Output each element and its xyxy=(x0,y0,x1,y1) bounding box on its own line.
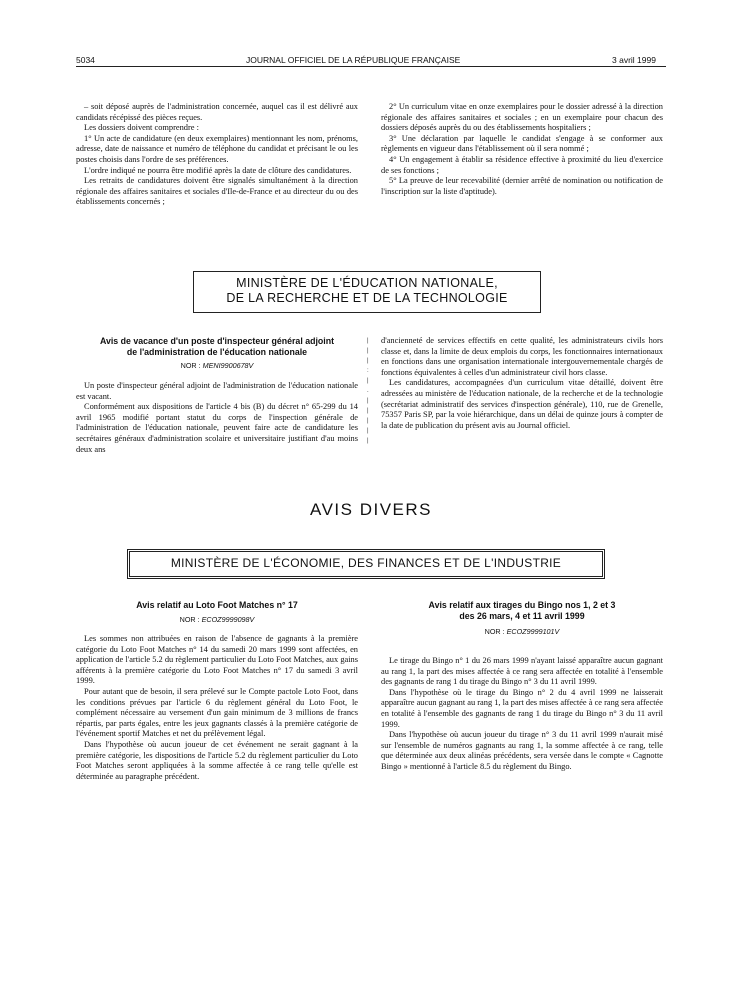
page-number: 5034 xyxy=(76,55,95,65)
avis-inspecteur-left-column xyxy=(76,381,358,455)
paragraph: Un poste d'inspecteur général adjoint de l'administration de l'éducation nationale est vacant. xyxy=(76,381,358,401)
paragraph: 4° Un engagement à établir sa résidence effective à proximité du lieu d'exercice de ses fonctions ; xyxy=(381,154,663,175)
paragraph: 3° Une déclaration par laquelle le candidat s'engage à se conformer aux règlements en vigueur dans l'établissement où il sera nommé ; xyxy=(381,133,663,154)
paragraph: 5° La preuve de leur recevabilité (dernier arrêté de nomination ou notification de l'inscription sur la liste d'aptitude). xyxy=(381,176,663,196)
column-margin-marks: | | | : | . | | | | | xyxy=(367,338,369,444)
issue-date: 3 avril 1999 xyxy=(612,55,656,65)
ministry-education-line2: DE LA RECHERCHE ET DE LA TECHNOLOGIE xyxy=(226,291,508,305)
paragraph: L'ordre indiqué ne pourra être modifié après la date de clôture des candidatures. xyxy=(84,165,352,175)
nor-code: ECOZ9999101V xyxy=(506,627,560,636)
avis-inspecteur-nor: NOR : MENI9900678V xyxy=(180,361,254,370)
top-left-column xyxy=(76,102,358,208)
paragraph: Les sommes non attribuées en raison de l'absence de gagnants à la première catégorie du Loto Foot Matches n° 14 du samedi 20 mars 1999 sont affectées, en application de l'article 5.2 du règlement particulier du Loto Foot Matches, aux gains afférents à la première catégorie du Loto Foot Matches n° 17 du samedi 3 avril 1999. xyxy=(76,634,358,686)
avis-inspecteur-title-line1: Avis de vacance d'un poste d'inspecteur général adjoint xyxy=(99,336,335,346)
paragraph: Conformément aux dispositions de l'article 4 bis (B) du décret n° 65-299 du 14 avril 1965 modifié portant statut du corps de l'inspection générale de l'administration de l'éducation nationale, peuvent faire acte de candidature les secrétaires généraux d'administration scolaire et universitaire justifiant d'au moins deux ans xyxy=(76,402,358,454)
avis-bingo-column xyxy=(381,656,663,773)
avis-bingo-title-line2: des 26 mars, 4 et 11 avril 1999 xyxy=(459,610,585,621)
ministry-economie-title: MINISTÈRE DE L'ÉCONOMIE, DES FINANCES ET DE L'INDUSTRIE xyxy=(170,556,562,570)
avis-bingo-header xyxy=(381,600,663,636)
avis-bingo-nor: NOR : ECOZ9999101V xyxy=(484,627,560,636)
paragraph: Les retraits de candidatures doivent être signalés simultanément à la direction régionale des affaires sanitaires et sociales d'Ile-de-France et au directeur du ou des établissements concernés ; xyxy=(76,176,358,207)
paragraph: Dans l'hypothèse où le tirage du Bingo n° 2 du 4 avril 1999 ne laisserait apparaître aucun gagnant au rang 1, la part des mises affectée à ce rang sera affectée en totalité à l'ensemble des gagnants de rang 1 du tirage du Bingo n° 3 du 11 avril 1999. xyxy=(381,687,663,729)
avis-bingo-title-line1: Avis relatif aux tirages du Bingo nos 1, 2 et 3 xyxy=(428,600,616,610)
paragraph: Les candidatures, accompagnées d'un curriculum vitae détaillé, doivent être adressées au ministère de l'éducation nationale, de la recherche et de la technologie (secrétariat administratif des services d'inspection générale), 110, rue de Grenelle, 75357 Paris SP, par la voie hiérarchique, dans un délai de quinze jours à compter de la date de publication du présent avis au Journal officiel. xyxy=(381,378,663,430)
paragraph: Dans l'hypothèse où aucun joueur de cet événement ne serait gagnant à la première catégorie, les dispositions de l'article 5.2 du règlement particulier du Loto Foot Matches seront appliquées à la somme affectée à ce rang telle qu'elle est déterminée au paragraphe précédent. xyxy=(76,739,358,781)
header-rule xyxy=(76,66,666,67)
paragraph: d'ancienneté de services effectifs en cette qualité, les administrateurs civils hors classe et, dans la limite de deux emplois du corps, les fonctionnaires internationaux en fonctions dans une organisation internationale intergouvernementale chargés de fonctions équivalentes à celles d'un administrateur civil hors classe. xyxy=(381,336,663,377)
avis-inspecteur-title-line2: de l'administration de l'éducation nationale xyxy=(126,346,308,357)
journal-title: JOURNAL OFFICIEL DE LA RÉPUBLIQUE FRANÇAISE xyxy=(246,55,461,65)
paragraph: Pour autant que de besoin, il sera prélevé sur le Compte pactole Loto Foot, dans les conditions prévues par l'article 6 du règlement général du Loto Foot, le complément nécessaire au versement d'un gain minimum de 3 millions de francs répartis, par parts égales, entre les jeux gagnants classés à la première catégorie de l'événement sportif Matches et net du prélèvement légal. xyxy=(76,686,358,739)
nor-code: MENI9900678V xyxy=(202,361,254,370)
nor-code: ECOZ9999098V xyxy=(201,614,255,624)
avis-inspecteur-right-column xyxy=(381,336,663,431)
paragraph: Dans l'hypothèse où aucun joueur du tirage n° 3 du 11 avril 1999 n'aurait misé sur l'ensemble de numéros gagnants au rang 1, la somme affectée à ce rang, telle que déterminée aux deux alinéas précédents, sera versée dans le compte « Cagnotte Bingo » mentionné à l'article 8.5 du règlement du Bingo. xyxy=(381,730,663,771)
avis-loto-nor: NOR : ECOZ9999098V xyxy=(179,614,255,624)
paragraph: 2° Un curriculum vitae en onze exemplaires pour le dossier adressé à la direction régionale des affaires sanitaires et sociales ; en un exemplaire pour chacun des dossiers déposés auprès du ou des établissements hospitaliers ; xyxy=(381,102,663,133)
top-right-column xyxy=(381,102,663,197)
paragraph: Les dossiers doivent comprendre : xyxy=(84,123,199,133)
avis-loto-title: Avis relatif au Loto Foot Matches n° 17 xyxy=(136,600,298,610)
paragraph: Le tirage du Bingo n° 1 du 26 mars 1999 n'ayant laissé apparaître aucun gagnant au rang 1, la part des mises affectée à ce rang sera affectée en totalité à l'ensemble des gagnants de rang 1 du tirage du Bingo n° 3 du 11 avril 1999. xyxy=(381,656,663,687)
paragraph: – soit déposé auprès de l'administration concernée, auquel cas il est délivré aux candidats récépissé des pièces reçues. xyxy=(76,102,358,122)
ministry-education-box xyxy=(193,271,541,313)
avis-inspecteur-header xyxy=(76,336,358,370)
avis-divers-title: AVIS DIVERS xyxy=(310,500,432,519)
paragraph: 1° Un acte de candidature (en deux exemplaires) mentionnant les nom, prénoms, adresse, date de naissance et numéro de téléphone du candidat et précisant le ou les postes choisis dans l'ordre de ses préférences. xyxy=(76,133,358,164)
avis-loto-column xyxy=(76,634,358,782)
ministry-education-line1: MINISTÈRE DE L'ÉDUCATION NATIONALE, xyxy=(236,276,498,290)
avis-loto-header xyxy=(76,600,358,624)
ministry-economie-box xyxy=(127,549,605,579)
